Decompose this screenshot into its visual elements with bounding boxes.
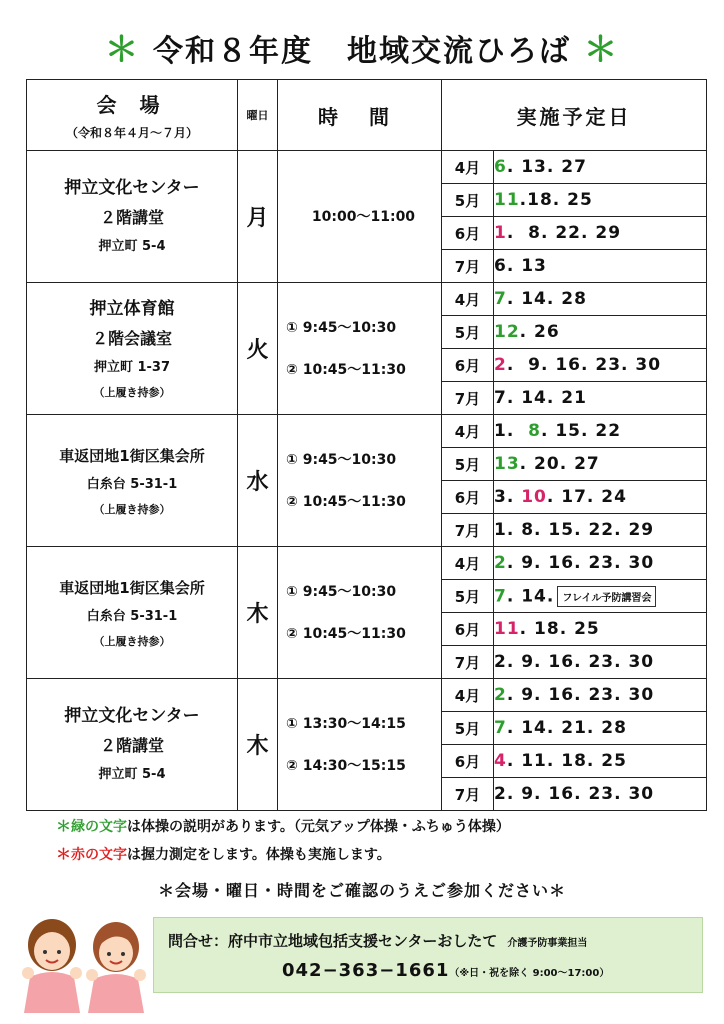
date-list xyxy=(494,613,707,646)
time-slot: ① 9:45～10:30 xyxy=(286,451,397,468)
date-list xyxy=(494,745,707,778)
schedule-row xyxy=(27,679,707,712)
contact-box xyxy=(153,917,703,993)
time-cell xyxy=(278,151,442,283)
venue-cell xyxy=(27,415,238,547)
two-nurses-icon xyxy=(14,903,154,1013)
time-slot: ② 10:45～11:30 xyxy=(286,361,406,378)
header-time: 時 間 xyxy=(278,80,442,151)
date-green: 8 xyxy=(528,421,541,441)
time-slot: ② 10:45～11:30 xyxy=(286,493,406,510)
date-text: . 11. 18. 25 xyxy=(506,751,627,771)
date-list xyxy=(494,448,707,481)
venue-address: 押立町 5-4 xyxy=(98,766,166,782)
date-text: .18. 25 xyxy=(519,190,593,210)
venue-name: 車返団地1街区集会所 xyxy=(59,578,205,597)
date-red: 10 xyxy=(521,487,547,507)
title-star-left: ＊ xyxy=(104,30,141,70)
schedule-row xyxy=(27,415,707,448)
date-list xyxy=(494,382,707,415)
date-list xyxy=(494,184,707,217)
schedule-table xyxy=(26,79,707,811)
date-green: 6 xyxy=(494,157,507,177)
venue-address: 白糸台 5-31-1 xyxy=(86,608,178,624)
contact-hours: （※日・祝を除く 9:00～17:00） xyxy=(449,968,610,979)
event-badge: フレイル予防講習会 xyxy=(557,586,656,607)
month-label: 4月 xyxy=(442,151,494,184)
date-list xyxy=(494,646,707,679)
date-text: 6. 13 xyxy=(494,256,547,276)
month-label: 7月 xyxy=(442,778,494,811)
weekday-cell: 火 xyxy=(238,283,278,415)
venue-name: 押立文化センター xyxy=(64,705,200,726)
month-label: 7月 xyxy=(442,514,494,547)
weekday-cell: 木 xyxy=(238,679,278,811)
schedule-header-row xyxy=(27,80,707,151)
date-text: . 14. 21. 28 xyxy=(506,718,627,738)
weekday-cell: 月 xyxy=(238,151,278,283)
month-label: 7月 xyxy=(442,646,494,679)
note-red-label: 赤の文字 xyxy=(71,847,128,863)
date-list xyxy=(494,217,707,250)
date-text: . 14. 28 xyxy=(506,289,587,309)
date-list xyxy=(494,679,707,712)
time-cell xyxy=(278,415,442,547)
note-red: ＊赤の文字は握力測定をします。体操も実施します。 xyxy=(56,845,391,863)
date-list xyxy=(494,415,707,448)
contact-phone: 042−363−1661 xyxy=(282,960,450,981)
note-green: ＊緑の文字は体操の説明があります。（元気アップ体操・ふちゅう体操） xyxy=(56,817,510,835)
contact-phone-line xyxy=(282,960,609,981)
date-green: 11 xyxy=(494,190,520,210)
date-green: 2 xyxy=(494,553,507,573)
date-text: . 17. 24 xyxy=(546,487,627,507)
contact-dept: 介護予防事業担当 xyxy=(507,938,588,949)
month-label: 4月 xyxy=(442,679,494,712)
date-text: 2. 9. 16. 23. 30 xyxy=(494,652,655,672)
time-slot: ① 9:45～10:30 xyxy=(286,583,397,600)
date-red: 11 xyxy=(494,619,520,639)
date-green: 7 xyxy=(494,718,507,738)
time-slot: ① 13:30～14:15 xyxy=(286,715,406,732)
confirm-message: ＊会場・曜日・時間をご確認のうえご参加ください＊ xyxy=(157,881,566,900)
header-day: 曜日 xyxy=(238,80,278,151)
date-text: . 13. 27 xyxy=(506,157,587,177)
title-star-right: ＊ xyxy=(583,30,620,70)
venue-address: 押立町 5-4 xyxy=(98,238,166,254)
title-event: 地域交流ひろば xyxy=(347,34,571,69)
date-list xyxy=(494,580,707,613)
date-text: 3. xyxy=(494,487,522,507)
venue-room: ２階会議室 xyxy=(91,328,172,348)
venue-cell xyxy=(27,283,238,415)
month-label: 6月 xyxy=(442,481,494,514)
schedule-body xyxy=(27,151,707,811)
contact-office: 問合せ：府中市立地域包括支援センターおしたて xyxy=(168,932,498,950)
month-label: 6月 xyxy=(442,349,494,382)
date-text: 1. 8. 15. 22. 29 xyxy=(494,520,655,540)
time-cell xyxy=(278,679,442,811)
weekday-cell: 水 xyxy=(238,415,278,547)
date-list xyxy=(494,349,707,382)
title-year: 令和８年度 xyxy=(153,34,313,69)
venue-address: 押立町 1-37 xyxy=(93,359,171,375)
month-label: 7月 xyxy=(442,382,494,415)
date-green: 2 xyxy=(494,685,507,705)
venue-name: 車返団地1街区集会所 xyxy=(59,446,205,465)
date-list xyxy=(494,283,707,316)
venue-note: （上履き持参） xyxy=(93,634,171,648)
month-label: 7月 xyxy=(442,250,494,283)
date-text: . 8. 22. 29 xyxy=(506,223,622,243)
date-red: 4 xyxy=(494,751,507,771)
date-text: . 9. 16. 23. 30 xyxy=(506,685,655,705)
month-label: 6月 xyxy=(442,613,494,646)
month-label: 4月 xyxy=(442,547,494,580)
date-text: 2. 9. 16. 23. 30 xyxy=(494,784,655,804)
month-label: 6月 xyxy=(442,745,494,778)
month-label: 5月 xyxy=(442,184,494,217)
schedule-row xyxy=(27,151,707,184)
venue-note: （上履き持参） xyxy=(93,502,171,516)
date-text: . 9. 16. 23. 30 xyxy=(506,553,655,573)
date-green: 13 xyxy=(494,454,520,474)
date-list xyxy=(494,778,707,811)
venue-cell xyxy=(27,151,238,283)
venue-name: 押立文化センター xyxy=(64,177,200,198)
date-text: . 18. 25 xyxy=(519,619,600,639)
date-text: . 9. 16. 23. 30 xyxy=(506,355,662,375)
date-green: 7 xyxy=(494,586,507,606)
date-text: . 14. xyxy=(506,586,555,606)
month-label: 5月 xyxy=(442,712,494,745)
venue-address: 白糸台 5-31-1 xyxy=(86,476,178,492)
date-list xyxy=(494,481,707,514)
header-dates: 実施予定日 xyxy=(442,80,707,151)
date-green: 12 xyxy=(494,322,520,342)
page-title xyxy=(0,22,724,71)
date-green: 7 xyxy=(494,289,507,309)
month-label: 4月 xyxy=(442,415,494,448)
time-slot: ② 10:45～11:30 xyxy=(286,625,406,642)
header-venue: 会 場 （令和８年４月～７月） xyxy=(27,80,238,151)
month-label: 4月 xyxy=(442,283,494,316)
venue-name: 押立体育館 xyxy=(89,298,175,319)
date-text: 1. xyxy=(494,421,529,441)
date-red: 1 xyxy=(494,223,507,243)
date-list xyxy=(494,250,707,283)
legend-notes xyxy=(56,813,510,869)
header-period: （令和８年４月～７月） xyxy=(65,126,198,140)
date-list xyxy=(494,514,707,547)
date-text: . 26 xyxy=(519,322,560,342)
venue-room: ２階講堂 xyxy=(99,735,164,755)
note-red-text: は握力測定をします。体操も実施します。 xyxy=(127,847,391,863)
schedule-row xyxy=(27,547,707,580)
note-green-label: 緑の文字 xyxy=(71,819,128,835)
venue-cell xyxy=(27,547,238,679)
contact-line xyxy=(168,930,587,951)
schedule-row xyxy=(27,283,707,316)
date-list xyxy=(494,151,707,184)
date-list xyxy=(494,316,707,349)
time-cell xyxy=(278,547,442,679)
time-cell xyxy=(278,283,442,415)
note-green-text: は体操の説明があります。（元気アップ体操・ふちゅう体操） xyxy=(127,819,510,835)
venue-room: ２階講堂 xyxy=(99,207,164,227)
venue-cell xyxy=(27,679,238,811)
date-list xyxy=(494,547,707,580)
month-label: 5月 xyxy=(442,316,494,349)
time-slot: 10:00～11:00 xyxy=(311,208,416,225)
weekday-cell: 木 xyxy=(238,547,278,679)
month-label: 5月 xyxy=(442,448,494,481)
month-label: 6月 xyxy=(442,217,494,250)
date-text: . 15. 22 xyxy=(540,421,622,441)
time-slot: ② 14:30～15:15 xyxy=(286,757,406,774)
date-list xyxy=(494,712,707,745)
date-text: 7. 14. 21 xyxy=(494,388,587,408)
time-slot: ① 9:45～10:30 xyxy=(286,319,397,336)
month-label: 5月 xyxy=(442,580,494,613)
date-text: . 20. 27 xyxy=(519,454,600,474)
venue-note: （上履き持参） xyxy=(93,385,171,399)
date-red: 2 xyxy=(494,355,507,375)
